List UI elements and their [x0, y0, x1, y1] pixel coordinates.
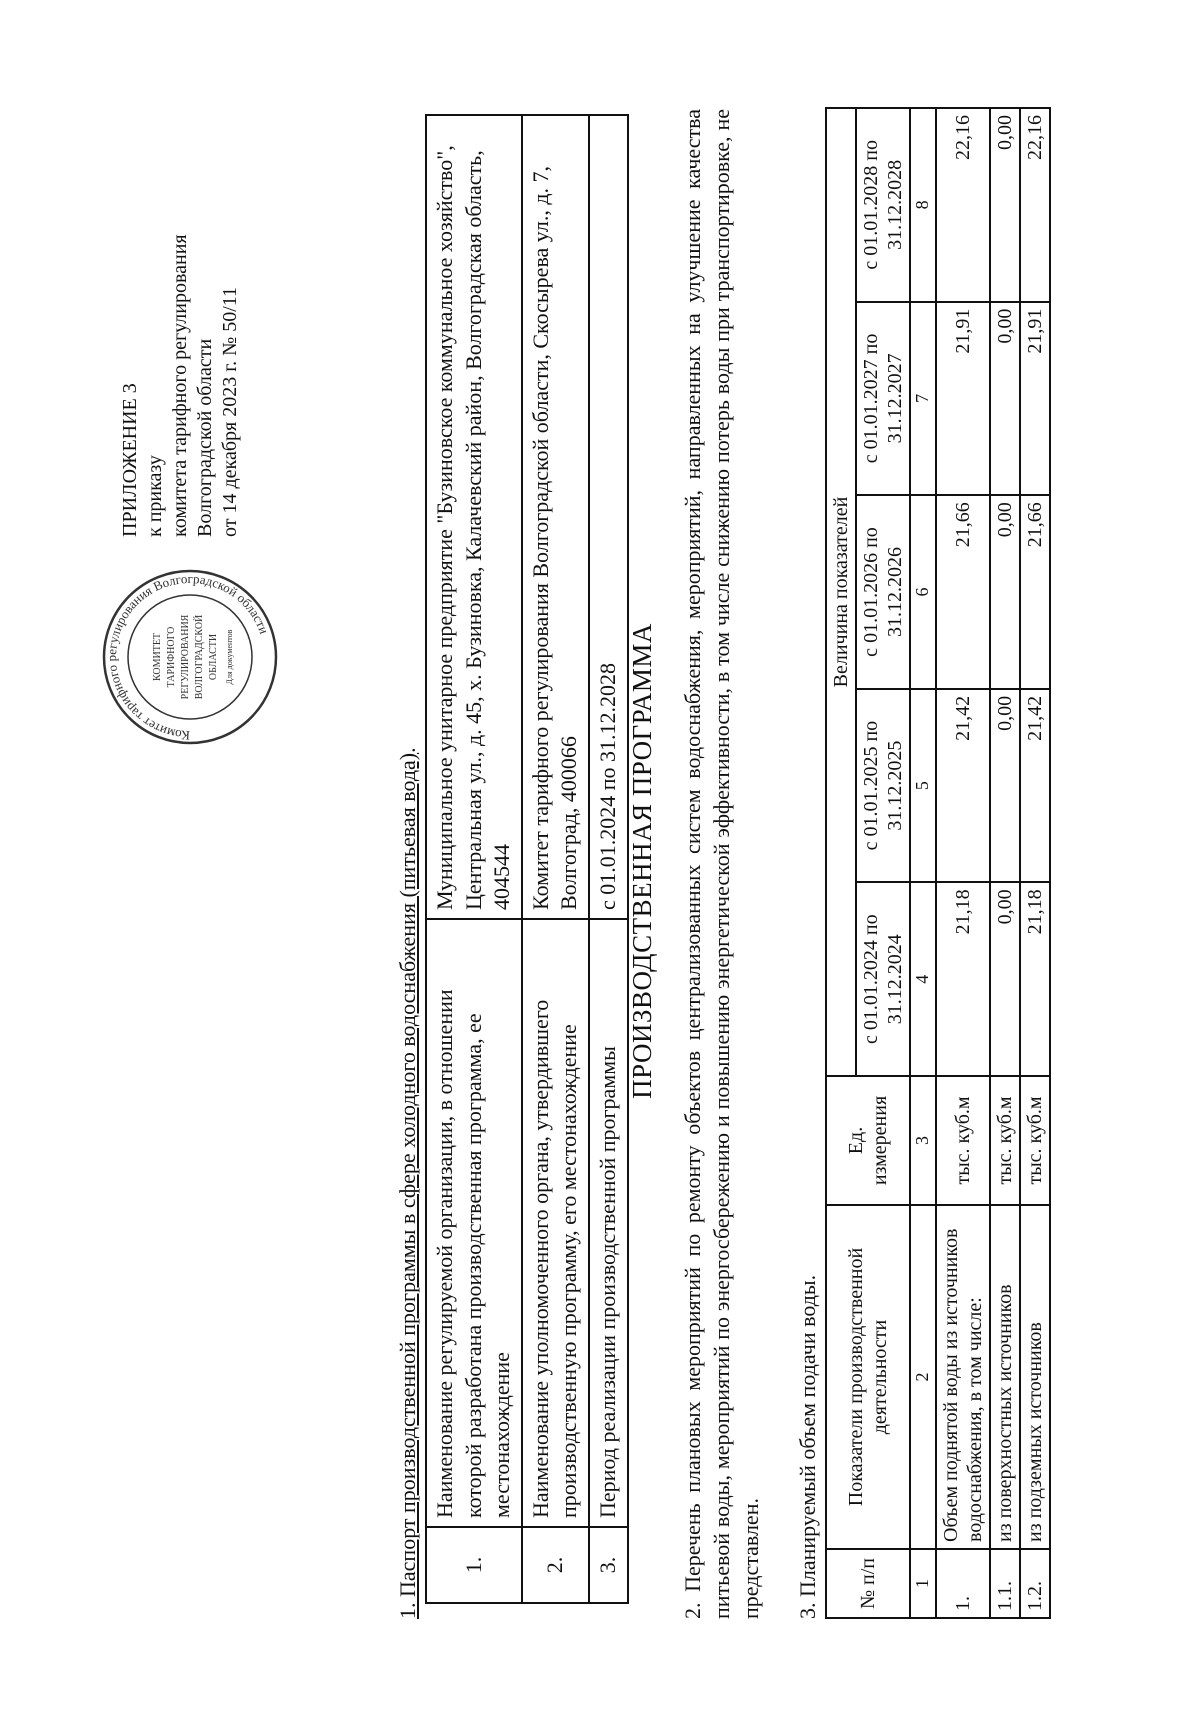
column-number: 6 — [910, 495, 936, 689]
row-indicator: из подземных источников — [1020, 1205, 1050, 1549]
header-period: с 01.01.2026 по 31.12.2026 — [856, 495, 910, 689]
seal-outer-text: Комитет тарифного регулирования Волгоградской области — [103, 570, 272, 744]
row-number: 3. — [589, 1527, 628, 1603]
row-value-text: Муниципальное унитарное предприятие "Бузиновское коммунальное хозяйство", Центральная ул., д. 45, х. Бузиновка, Калачевский район, Волгоградская область, 404544 — [432, 145, 515, 910]
header-group: Величина показателей — [826, 108, 856, 1076]
row-value: 0,00 — [990, 495, 1020, 689]
row-value: 21,42 — [936, 689, 990, 883]
water-supply-table — [825, 107, 1051, 1619]
table-row — [936, 108, 990, 1618]
row-unit: тыс. куб.м — [1020, 1076, 1050, 1205]
header-num: № п/п — [826, 1549, 910, 1618]
seal-line-5: ОБЛАСТИ — [208, 633, 219, 681]
appendix-line-3: Волгоградской области — [194, 338, 216, 537]
passport-heading-tail: . — [395, 747, 420, 753]
row-value: 0,00 — [990, 689, 1020, 883]
table-row — [589, 115, 628, 1603]
row-value: 0,00 — [990, 108, 1020, 302]
row-value: с 01.01.2024 по 31.12.2028 — [589, 115, 628, 919]
appendix-line-2: комитета тарифного регулирования — [169, 234, 191, 537]
row-value: Комитет тарифного регулирования Волгоградской области, Скосырева ул., д. 7, Волгоград, 400066 — [522, 115, 589, 919]
section-2-text: 2. Перечень плановых мероприятий по ремонту объектов централизованных систем водоснабжения, мероприятий, направленных на улучшение качества питьевой воды, мероприятий по энергосбережению и повышению энергетической эффективности, в том числе снижению потерь воды при транспортировке, не представлен. — [680, 109, 764, 1619]
table-row — [1020, 108, 1050, 1618]
row-number: 1.1. — [990, 1549, 1020, 1618]
passport-heading-text: 1. Паспорт производственной программы в сфере холодного водоснабжения (питьевая вода) — [395, 752, 420, 1619]
passport-heading — [395, 747, 421, 1619]
appendix-header — [118, 234, 243, 537]
row-indicator: из поверхностных источников — [990, 1205, 1020, 1549]
column-number: 2 — [910, 1205, 936, 1549]
header-period: с 01.01.2027 по 31.12.2027 — [856, 302, 910, 496]
seal-line-1: КОМИТЕТ — [152, 632, 163, 682]
column-number: 1 — [910, 1549, 936, 1618]
row-value: 22,16 — [936, 108, 990, 302]
table-header-row — [826, 108, 856, 1618]
header-period: с 01.01.2025 по 31.12.2025 — [856, 689, 910, 883]
row-value: 0,00 — [990, 882, 1020, 1076]
passport-table — [425, 114, 629, 1604]
row-value: 0,00 — [990, 302, 1020, 496]
row-value: 21,91 — [1020, 302, 1050, 496]
row-unit: тыс. куб.м — [936, 1076, 990, 1205]
column-number: 7 — [910, 302, 936, 496]
header-period: с 01.01.2024 по 31.12.2024 — [856, 882, 910, 1076]
seal-line-3: РЕГУЛИРОВАНИЯ — [180, 614, 191, 700]
header-unit: Ед. измерения — [826, 1076, 910, 1205]
row-value: 21,66 — [1020, 495, 1050, 689]
header-period: с 01.01.2028 по 31.12.2028 — [856, 108, 910, 302]
seal-line-6: Для документов — [225, 629, 234, 685]
row-value: 22,16 — [1020, 108, 1050, 302]
column-number: 8 — [910, 108, 936, 302]
row-value: 21,66 — [936, 495, 990, 689]
row-value: 21,18 — [936, 882, 990, 1076]
row-name: Наименование уполномоченного органа, утвердившего производственную программу, его местонахождение — [522, 919, 589, 1527]
appendix-line-1: к приказу — [144, 455, 166, 537]
row-name: Период реализации производственной программы — [589, 919, 628, 1527]
seal-line-2: ТАРИФНОГО — [166, 626, 177, 688]
row-name: Наименование регулируемой организации, в отношении которой разработана производственная программа, ее местонахождение — [426, 919, 522, 1527]
column-number-row — [910, 108, 936, 1618]
table-row — [990, 108, 1020, 1618]
row-number: 1. — [426, 1527, 522, 1603]
row-value: 21,42 — [1020, 689, 1050, 883]
appendix-line-4: от 14 декабря 2023 г. № 50/11 — [219, 286, 241, 537]
row-number: 1. — [936, 1549, 990, 1618]
row-value: 21,91 — [936, 302, 990, 496]
table-row — [426, 115, 522, 1603]
row-number: 2. — [522, 1527, 589, 1603]
row-value — [426, 115, 522, 919]
section-3-heading: 3. Планируемый объем подачи воды. — [795, 1274, 820, 1619]
table-row — [522, 115, 589, 1603]
row-number: 1.2. — [1020, 1549, 1050, 1618]
column-number: 3 — [910, 1076, 936, 1205]
column-number: 4 — [910, 882, 936, 1076]
header-indicator: Показатели производственной деятельности — [826, 1205, 910, 1549]
column-number: 5 — [910, 689, 936, 883]
official-seal-icon — [100, 567, 280, 747]
appendix-title: ПРИЛОЖЕНИЕ 3 — [119, 383, 141, 537]
seal-line-4: ВОЛГОГРАДСКОЙ — [194, 614, 205, 700]
row-indicator: Объем поднятой воды из источников водоснабжения, в том числе: — [936, 1205, 990, 1549]
row-value: 21,18 — [1020, 882, 1050, 1076]
row-unit: тыс. куб.м — [990, 1076, 1020, 1205]
page-title: ПРОИЗВОДСТВЕННАЯ ПРОГРАММА — [627, 623, 657, 1099]
